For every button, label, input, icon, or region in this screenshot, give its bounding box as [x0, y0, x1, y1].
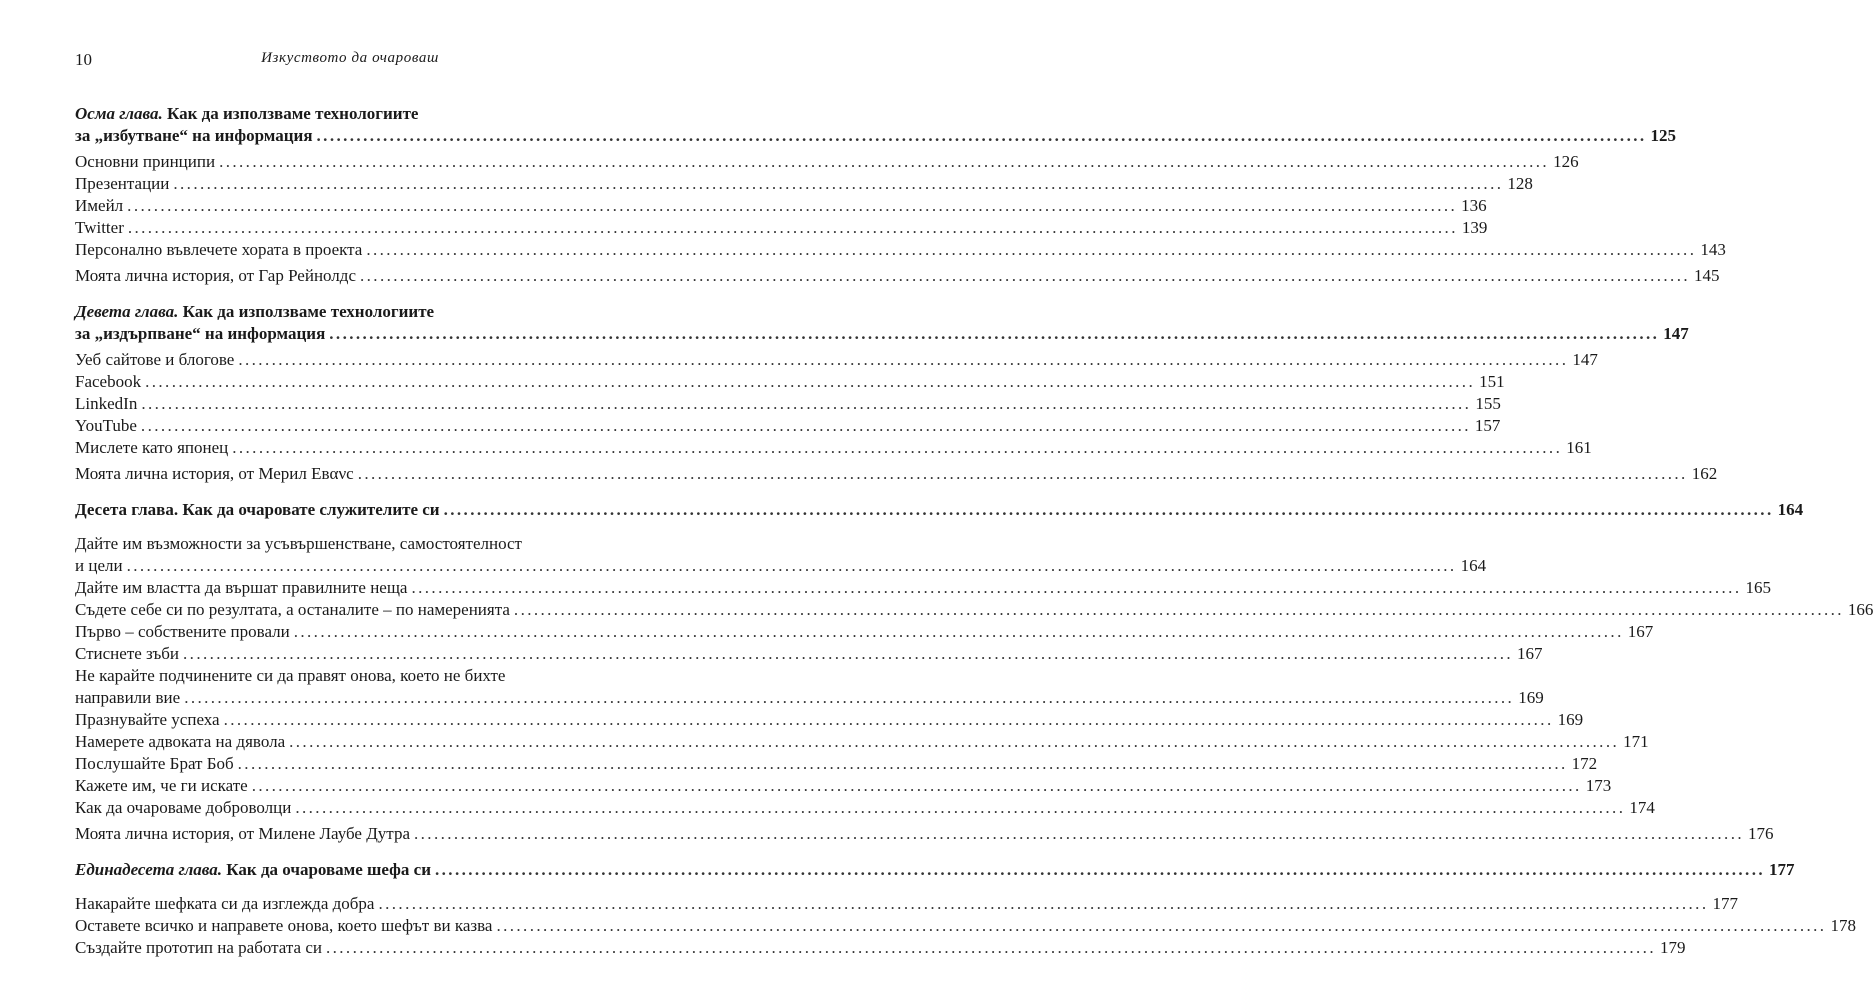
page-ref: 162 [1691, 464, 1718, 483]
chapter-11-heading [75, 859, 1795, 881]
toc-entry[interactable]: Дайте им възможности за усъвършенстване, самостоятелност и цели ........................................................................................................................................................................................................ 164 [75, 534, 1487, 575]
page-number: 10 [75, 50, 92, 69]
page-ref: 136 [1461, 196, 1487, 215]
toc-entry[interactable]: Персонално въвлечете хората в проекта ........................................................................................................................................................................................................ 143 [75, 240, 1726, 259]
entry-title: Послушайте Брат Боб [75, 754, 234, 773]
toc-entry[interactable]: Не карайте подчинените си да правят онова, което не бихте направили вие ........................................................................................................................................................................................................ 169 [75, 666, 1544, 707]
toc-entry[interactable]: Послушайте Брат Боб ........................................................................................................................................................................................................ 172 [75, 754, 1598, 773]
page-ref: 139 [1461, 218, 1488, 237]
page-ref: 167 [1517, 644, 1543, 663]
entry-title: Намерете адвоката на дявола [75, 732, 286, 751]
toc-entry[interactable]: Как да очароваме доброволци ........................................................................................................................................................................................................ 174 [75, 798, 1655, 817]
page-ref: 173 [1585, 776, 1612, 795]
page-ref: 151 [1479, 372, 1505, 391]
entry-title: Facebook [75, 372, 142, 391]
chapter-8-heading [75, 103, 1677, 147]
chapter-label: Единадесета глава. [75, 860, 223, 879]
entry-title: Първо – собствените провали [75, 622, 290, 641]
entry-title: YouTube [75, 416, 137, 435]
chapter-title-cont: за „избутване“ на информация [75, 126, 313, 145]
entry-title-line1: Дайте им възможности за усъвършенстване, самостоятелност [75, 534, 522, 553]
toc-entry[interactable]: Създайте прототип на работата си ........................................................................................................................................................................................................ 179 [75, 938, 1686, 957]
page-ref: 169 [1518, 688, 1544, 707]
toc-entry[interactable]: Презентации ........................................................................................................................................................................................................ 128 [75, 174, 1533, 193]
entry-title: Основни принципи [75, 152, 216, 171]
toc-entry[interactable]: Уеб сайтове и блогове ........................................................................................................................................................................................................ 147 [75, 350, 1598, 369]
table-of-contents [75, 103, 1873, 959]
page-ref: 166 [1847, 600, 1873, 619]
page-ref: 147 [1572, 350, 1598, 369]
toc-entry[interactable]: Моята лична история, от Гар Рейнолдс ........................................................................................................................................................................................................ 145 [75, 266, 1720, 285]
chapter-title: Как да използваме технологиите [166, 104, 419, 123]
entry-title: Дайте им властта да вършат правилните неща [75, 578, 408, 597]
entry-title: Имейл [75, 196, 124, 215]
entry-title: Twitter [75, 218, 124, 237]
toc-entry[interactable]: Twitter ........................................................................................................................................................................................................ 139 [75, 218, 1488, 237]
entry-title: LinkedIn [75, 394, 138, 413]
entry-title: Съдете себе си по резултата, а останалите – по намеренията [75, 600, 510, 619]
entry-title: Празнувайте успеха [75, 710, 220, 729]
toc-entry[interactable]: Имейл ........................................................................................................................................................................................................ 136 [75, 196, 1487, 215]
page-ref: 171 [1623, 732, 1649, 751]
page-ref: 172 [1571, 754, 1598, 773]
chapter-title-cont: за „издърпване“ на информация [75, 324, 326, 343]
page-ref: 145 [1694, 266, 1720, 285]
page-ref: 128 [1507, 174, 1533, 193]
page-ref: 147 [1663, 324, 1689, 343]
chapter-label: Девета глава. [75, 302, 179, 321]
page-ref: 167 [1627, 622, 1654, 641]
running-title: Изкуството да очароваш [261, 50, 439, 66]
page-header [75, 50, 625, 72]
chapter-title: Как да използваме технологиите [182, 302, 435, 321]
entry-title: и цели [75, 556, 123, 575]
page-ref: 165 [1745, 578, 1771, 597]
entry-title: Как да очароваме доброволци [75, 798, 292, 817]
page-ref: 177 [1712, 894, 1738, 913]
entry-title: Уеб сайтове и блогове [75, 350, 235, 369]
page-ref: 155 [1475, 394, 1501, 413]
toc-entry[interactable]: Намерете адвоката на дявола ........................................................................................................................................................................................................ 171 [75, 732, 1649, 751]
chapter-9-heading [75, 301, 1689, 345]
toc-entry[interactable]: Facebook ........................................................................................................................................................................................................ 151 [75, 372, 1505, 391]
chapter-label: Десета глава. [75, 500, 179, 519]
entry-title-line1: Не карайте подчинените си да правят онова, което не бихте [75, 666, 506, 685]
toc-entry[interactable]: Стиснете зъби ........................................................................................................................................................................................................ 167 [75, 644, 1543, 663]
page-ref: 177 [1769, 860, 1795, 879]
chapter-title: Как да очароваме шефа си [226, 860, 431, 879]
entry-title: направили вие [75, 688, 181, 707]
entry-title: Накарайте шефката си да изглежда добра [75, 894, 375, 913]
leader-dots: ........................................................................................................................................................................................................ [435, 860, 1765, 879]
chapter-10-heading [75, 499, 1804, 521]
page-ref: 169 [1557, 710, 1584, 729]
toc-entry[interactable]: Празнувайте успеха ........................................................................................................................................................................................................ 169 [75, 710, 1584, 729]
toc-entry[interactable]: Накарайте шефката си да изглежда добра ........................................................................................................................................................................................................ 177 [75, 894, 1738, 913]
toc-entry[interactable]: Моята лична история, от Милене Лаубе Дутра ........................................................................................................................................................................................................ 176 [75, 824, 1774, 843]
chapter-label: Осма глава. [75, 104, 163, 123]
toc-entry[interactable]: Първо – собствените провали ........................................................................................................................................................................................................ 167 [75, 622, 1654, 641]
entry-title: Създайте прототип на работата си [75, 938, 322, 957]
toc-entry[interactable]: Моята лична история, от Мерил Евανс ........................................................................................................................................................................................................ 162 [75, 464, 1718, 483]
toc-entry[interactable]: Дайте им властта да вършат правилните неща ........................................................................................................................................................................................................ 165 [75, 578, 1771, 597]
leader-dots: ........................................................................................................................................................................................................ [316, 126, 1647, 145]
entry-title: Стиснете зъби [75, 644, 180, 663]
entry-title: Моята лична история, от Мерил Евανс [75, 464, 354, 483]
page-ref: 164 [1460, 556, 1487, 575]
page-ref: 174 [1629, 798, 1655, 817]
page-ref: 143 [1700, 240, 1726, 259]
entry-title: Кажете им, че ги искате [75, 776, 248, 795]
page-ref: 164 [1777, 500, 1804, 519]
page-ref: 176 [1748, 824, 1774, 843]
page-ref: 179 [1659, 938, 1686, 957]
leader-dots: ........................................................................................................................................................................................................ [329, 324, 1660, 343]
page-ref: 125 [1650, 126, 1677, 145]
chapter-title: Как да очаровате служителите си [182, 500, 440, 519]
toc-entry[interactable]: Основни принципи ........................................................................................................................................................................................................ 126 [75, 152, 1579, 171]
toc-entry[interactable]: Мислете като японец ........................................................................................................................................................................................................ 161 [75, 438, 1592, 457]
leader-dots: ........................................................................................................................................................................................................ [443, 500, 1774, 519]
page-ref: 161 [1566, 438, 1592, 457]
toc-entry[interactable]: Оставете всичко и направете онова, което шефът ви казва ........................................................................................................................................................................................................ 178 [75, 916, 1856, 935]
page-ref: 157 [1474, 416, 1501, 435]
entry-title: Моята лична история, от Милене Лаубе Дутра [75, 824, 410, 843]
toc-entry[interactable]: Кажете им, че ги искате ........................................................................................................................................................................................................ 173 [75, 776, 1612, 795]
toc-entry[interactable]: Съдете себе си по резултата, а останалите – по намеренията ........................................................................................................................................................................................................ 166 [75, 600, 1873, 619]
entry-title: Мислете като японец [75, 438, 229, 457]
entry-title: Персонално въвлечете хората в проекта [75, 240, 363, 259]
entry-title: Презентации [75, 174, 170, 193]
toc-entry[interactable]: YouTube ........................................................................................................................................................................................................ 157 [75, 416, 1501, 435]
entry-title: Оставете всичко и направете онова, което шефът ви казва [75, 916, 493, 935]
entry-title: Моята лична история, от Гар Рейнолдс [75, 266, 356, 285]
page-ref: 178 [1830, 916, 1856, 935]
page-ref: 126 [1553, 152, 1579, 171]
toc-entry[interactable]: LinkedIn ........................................................................................................................................................................................................ 155 [75, 394, 1501, 413]
